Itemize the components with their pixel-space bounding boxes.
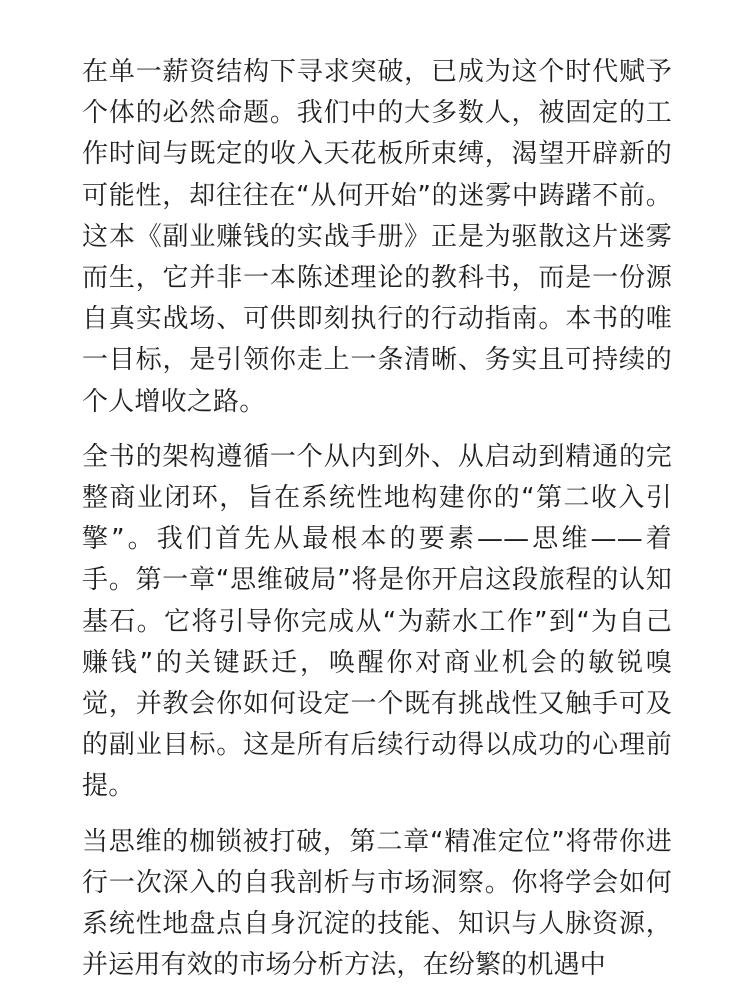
paragraph-structure: 全书的架构遵循一个从内到外、从启动到精通的完整商业闭环，旨在系统性地构建你的“第二收入引擎”。我们首先从最根本的要素——思维——着手。第一章“思维破局”将是你开启这段旅程的认知基石。它将引导你完成从“为薪水工作”到“为自己赚钱”的关键跃迁，唤醒你对商业机会的敏锐嗅觉，并教会你如何设定一个既有挑战性又触手可及的副业目标。这是所有后续行动得以成功的心理前提。 <box>82 441 672 802</box>
paragraph-intro: 在单一薪资结构下寻求突破，已成为这个时代赋予个体的必然命题。我们中的大多数人，被固定的工作时间与既定的收入天花板所束缚，渴望开辟新的可能性，却往往在“从何开始”的迷雾中踌躇不前。这本《副业赚钱的实战手册》正是为驱散这片迷雾而生，它并非一本陈述理论的教科书，而是一份源自真实战场、可供即刻执行的行动指南。本书的唯一目标，是引领你走上一条清晰、务实且可持续的个人增收之路。 <box>82 57 672 417</box>
paragraph-positioning: 当思维的枷锁被打破，第二章“精准定位”将带你进行一次深入的自我剖析与市场洞察。你将学会如何系统性地盘点自身沉淀的技能、知识与人脉资源，并运用有效的市场分析方法，在纷繁的机遇中 <box>82 826 672 981</box>
